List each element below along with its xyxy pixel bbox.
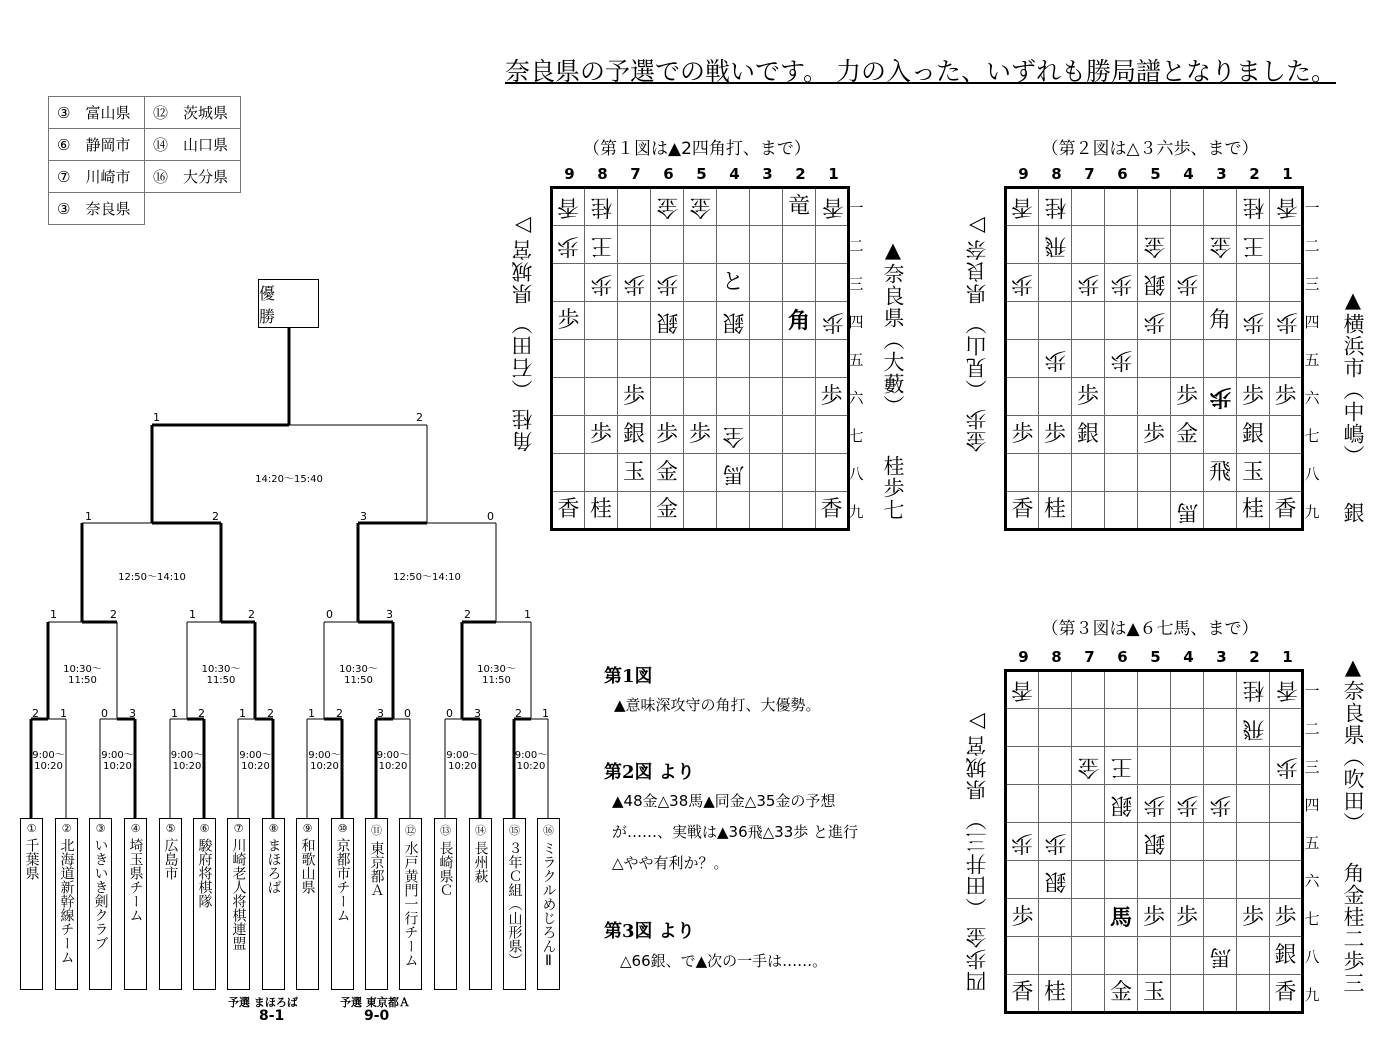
board-square: 歩 bbox=[1138, 785, 1171, 823]
board-square: 桂 bbox=[1237, 671, 1270, 709]
comment-fig1-text: ▲意味深攻守の角打、大優勢。 bbox=[614, 696, 821, 714]
board1-row-numbers: 一 二 三 四 五 六 七 八 九 bbox=[848, 199, 864, 521]
team-name: 北海道新幹線チーム bbox=[58, 838, 75, 964]
board-square: 桂 bbox=[585, 188, 618, 226]
prelim-label-2: 予選 東京都Ａ bbox=[340, 996, 410, 1009]
board-square: 銀 bbox=[717, 302, 750, 340]
team-name: いきいき剣クラブ bbox=[92, 838, 109, 950]
board-square: 歩 bbox=[552, 302, 585, 340]
score: 2 bbox=[416, 411, 423, 424]
board-square: 歩 bbox=[1204, 785, 1237, 823]
board-square: 歩 bbox=[651, 264, 684, 302]
team-number: ⑧ bbox=[268, 822, 279, 835]
team-number: ① bbox=[26, 822, 37, 835]
board-square: 桂 bbox=[1039, 188, 1072, 226]
board-square: 銀 bbox=[651, 302, 684, 340]
board-square: 銀 bbox=[1072, 416, 1105, 454]
board-square: 王 bbox=[1237, 226, 1270, 264]
board-square: 桂 bbox=[1237, 188, 1270, 226]
board3-caption: （第３図は▲６七馬、まで） bbox=[1041, 619, 1259, 639]
quarterfinal-time: 10:30～ 11:50 bbox=[63, 664, 102, 686]
board-square: 歩 bbox=[1105, 264, 1138, 302]
board-square: 飛 bbox=[1204, 454, 1237, 492]
team-name: 駿府将棋隊 bbox=[196, 838, 213, 908]
team-number: ⑤ bbox=[165, 822, 176, 835]
board-square: 桂 bbox=[585, 492, 618, 530]
board-square: 香 bbox=[1006, 671, 1039, 709]
pref-cell: ⑯ 大分県 bbox=[145, 161, 241, 193]
board-square: 金 bbox=[1204, 226, 1237, 264]
board-square: 歩 bbox=[618, 378, 651, 416]
team-number: ⑬ bbox=[440, 824, 451, 837]
score: 2 bbox=[464, 608, 471, 621]
board-square: 香 bbox=[1270, 975, 1303, 1013]
score: 3 bbox=[474, 707, 481, 720]
team-box bbox=[434, 818, 457, 990]
board-square: 飛 bbox=[1237, 709, 1270, 747]
board-square: 歩 bbox=[585, 264, 618, 302]
team-number: ⑦ bbox=[233, 822, 244, 835]
team-box bbox=[365, 818, 388, 990]
comment-fig2-line: ▲48金△38馬▲同金△35金の予想 bbox=[612, 792, 836, 810]
score: 2 bbox=[267, 707, 274, 720]
team-number: ⑫ bbox=[405, 824, 416, 837]
score: 2 bbox=[110, 608, 117, 621]
team-number: ⑪ bbox=[371, 824, 382, 837]
board-square: 歩 bbox=[1270, 747, 1303, 785]
board1-sente-label: ▲奈良県（大藪） bbox=[881, 238, 905, 417]
board2-sente-label: ▲横浜市（中嶋） bbox=[1341, 288, 1365, 467]
board-square: 香 bbox=[816, 492, 849, 530]
board-square: 香 bbox=[1006, 975, 1039, 1013]
score: 1 bbox=[85, 510, 92, 523]
board-square: 歩 bbox=[1039, 823, 1072, 861]
board-square: 歩 bbox=[1072, 378, 1105, 416]
round1-time: 9:00～ 10:20 bbox=[32, 750, 65, 772]
team-box bbox=[89, 818, 112, 990]
pref-cell: ⑫ 茨城県 bbox=[145, 97, 241, 129]
board-square: 玉 bbox=[1237, 454, 1270, 492]
final-time: 14:20～15:40 bbox=[255, 474, 323, 485]
board-square: 香 bbox=[552, 492, 585, 530]
board-square: 歩 bbox=[1039, 340, 1072, 378]
team-name: 水戸黄門一行チーム bbox=[402, 841, 419, 967]
board-square: 飛 bbox=[1039, 226, 1072, 264]
team-box bbox=[469, 818, 492, 990]
board-square: 歩 bbox=[1270, 378, 1303, 416]
team-number: ③ bbox=[95, 822, 106, 835]
board-square: 馬 bbox=[1204, 937, 1237, 975]
board-square: 金 bbox=[651, 188, 684, 226]
board-square: 金 bbox=[651, 492, 684, 530]
board-square: 竜 bbox=[783, 188, 816, 226]
comment-fig2-title: 第2図 より bbox=[604, 762, 695, 783]
board2-gote-label: 金歩 （見山） 県良奈▷ bbox=[965, 213, 989, 452]
board-square: 王 bbox=[585, 226, 618, 264]
score: 0 bbox=[487, 510, 494, 523]
round1-time: 9:00～ 10:20 bbox=[101, 750, 134, 772]
round1-time: 9:00～ 10:20 bbox=[446, 750, 479, 772]
board-square: と bbox=[717, 264, 750, 302]
score: 0 bbox=[446, 707, 453, 720]
board-square: 歩 bbox=[1171, 899, 1204, 937]
board-square: 角 bbox=[783, 302, 816, 340]
team-name: 埼玉県チーム bbox=[127, 838, 144, 922]
board-square: 桂 bbox=[1039, 492, 1072, 530]
prelim-score-1: 8-1 bbox=[259, 1008, 285, 1024]
board3-row-numbers: 一 二 三 四 五 六 七 八 九 bbox=[1304, 682, 1320, 1004]
board-square: 歩 bbox=[1138, 899, 1171, 937]
team-name: 東京都Ａ bbox=[368, 841, 385, 897]
team-name: 長州萩 bbox=[472, 841, 489, 883]
quarterfinal-time: 10:30～ 11:50 bbox=[201, 664, 241, 686]
board-square: 金 bbox=[651, 454, 684, 492]
team-box bbox=[55, 818, 78, 990]
board-square: 歩 bbox=[1171, 785, 1204, 823]
score: 0 bbox=[404, 707, 411, 720]
board-square: 歩 bbox=[816, 302, 849, 340]
board-square: 銀 bbox=[1138, 823, 1171, 861]
board-square: 金 bbox=[1171, 416, 1204, 454]
board-square: 銀 bbox=[1270, 937, 1303, 975]
score: 2 bbox=[336, 707, 343, 720]
board-square: 馬 bbox=[1105, 899, 1138, 937]
team-box bbox=[537, 818, 560, 990]
team-number: ② bbox=[61, 822, 72, 835]
board-square: 角 bbox=[1204, 302, 1237, 340]
pref-cell: ③ 富山県 bbox=[49, 97, 145, 129]
board-square: 歩 bbox=[1237, 302, 1270, 340]
team-number: ⑥ bbox=[199, 822, 210, 835]
headline: 奈良県の予選での戦いです。 力の入った、いずれも勝局譜となりました。 bbox=[505, 57, 1336, 86]
board-square: 歩 bbox=[1237, 378, 1270, 416]
team-box bbox=[331, 818, 354, 990]
team-box bbox=[193, 818, 216, 990]
team-number: ⑭ bbox=[475, 824, 486, 837]
board-square: 玉 bbox=[1138, 975, 1171, 1013]
score: 1 bbox=[60, 707, 67, 720]
score: 1 bbox=[153, 411, 160, 424]
board2-caption: （第２図は△３六歩、まで） bbox=[1041, 139, 1259, 159]
board-square: 歩 bbox=[1006, 264, 1039, 302]
board-square: 歩 bbox=[1072, 264, 1105, 302]
score: 3 bbox=[377, 707, 384, 720]
team-name: ３年Ｃ組（山形県） bbox=[506, 841, 523, 967]
board-square: 歩 bbox=[1204, 378, 1237, 416]
board-square: 歩 bbox=[1039, 416, 1072, 454]
score: 3 bbox=[386, 608, 393, 621]
score: 1 bbox=[239, 707, 246, 720]
semi-time-left: 12:50～14:10 bbox=[118, 572, 186, 583]
board3-gote-label: 四歩金 （田井三） 県城宮▷ bbox=[965, 709, 989, 992]
board-square: 金 bbox=[1138, 226, 1171, 264]
round1-time: 9:00～ 10:20 bbox=[376, 750, 410, 772]
team-number: ⑩ bbox=[337, 822, 348, 835]
board-square: 香 bbox=[1006, 492, 1039, 530]
board-square: 香 bbox=[1270, 492, 1303, 530]
team-box bbox=[503, 818, 526, 990]
board-square: 馬 bbox=[1171, 492, 1204, 530]
board1-sente-hand: 桂歩七 bbox=[881, 455, 905, 521]
score: 2 bbox=[248, 608, 255, 621]
team-number: ④ bbox=[130, 822, 141, 835]
score: 1 bbox=[524, 608, 531, 621]
team-box bbox=[227, 818, 250, 990]
board-square: 香 bbox=[816, 188, 849, 226]
team-name: 千葉県 bbox=[23, 838, 40, 880]
board-square: 桂 bbox=[1237, 492, 1270, 530]
board3-sente-hand: 角金桂二歩三 bbox=[1341, 862, 1365, 994]
board-square: 銀 bbox=[1105, 785, 1138, 823]
board-square: 歩 bbox=[1237, 899, 1270, 937]
board-square: 馬 bbox=[717, 454, 750, 492]
board-square: 歩 bbox=[1270, 302, 1303, 340]
pref-cell: ⑭ 山口県 bbox=[145, 129, 241, 161]
semi-time-right: 12:50～14:10 bbox=[393, 572, 461, 583]
team-name: ミラクルめじろんⅡ bbox=[540, 841, 557, 969]
round1-time: 9:00～ 10:20 bbox=[308, 750, 341, 772]
board-square: 歩 bbox=[1105, 340, 1138, 378]
score: 1 bbox=[189, 608, 196, 621]
board-square: 金 bbox=[1072, 747, 1105, 785]
team-box bbox=[124, 818, 147, 990]
round1-time: 9:00～ 10:20 bbox=[514, 750, 548, 772]
board-square: 桂 bbox=[1039, 975, 1072, 1013]
team-box bbox=[399, 818, 422, 990]
team-box bbox=[296, 818, 319, 990]
pref-cell: ⑦ 川崎市 bbox=[49, 161, 145, 193]
team-box bbox=[20, 818, 43, 990]
board-square: 銀 bbox=[1237, 416, 1270, 454]
board1-col-numbers: 9 8 7 6 5 4 3 2 1 bbox=[564, 165, 839, 183]
score: 2 bbox=[198, 707, 205, 720]
board1-gote-label: 角桂 （石田） 県城宮▷ bbox=[511, 213, 535, 452]
quarterfinal-time: 10:30～ 11:50 bbox=[339, 664, 378, 686]
quarterfinal-time: 10:30～ 11:50 bbox=[477, 664, 516, 686]
score: 0 bbox=[326, 608, 333, 621]
board-square: 銀 bbox=[618, 416, 651, 454]
team-number: ⑯ bbox=[543, 824, 554, 837]
board-square: 金 bbox=[1105, 975, 1138, 1013]
board-square: 歩 bbox=[585, 416, 618, 454]
board-square: 歩 bbox=[618, 264, 651, 302]
board1-caption: （第１図は▲2四角打、まで） bbox=[583, 139, 811, 159]
champion-box: 優 勝 bbox=[258, 279, 319, 328]
comment-fig3-text: △66銀、で▲次の一手は……。 bbox=[620, 952, 828, 970]
board2-sente-hand: 銀 bbox=[1341, 502, 1365, 524]
board-square: 歩 bbox=[552, 226, 585, 264]
board-square: 歩 bbox=[816, 378, 849, 416]
board-square: 歩 bbox=[651, 416, 684, 454]
score: 3 bbox=[129, 707, 136, 720]
score: 2 bbox=[32, 707, 39, 720]
board-square: 金 bbox=[684, 188, 717, 226]
board-square: 歩 bbox=[1138, 416, 1171, 454]
score: 1 bbox=[542, 707, 549, 720]
score: 2 bbox=[515, 707, 522, 720]
board-square: 歩 bbox=[1171, 378, 1204, 416]
board-square: 歩 bbox=[1270, 899, 1303, 937]
score: 1 bbox=[171, 707, 178, 720]
board-square: 歩 bbox=[1006, 416, 1039, 454]
prelim-label-1: 予選 まほろば bbox=[228, 996, 298, 1009]
board3-col-numbers: 9 8 7 6 5 4 3 2 1 bbox=[1018, 648, 1293, 666]
team-name: 川崎老人将棋連盟 bbox=[230, 838, 247, 950]
board-square: 玉 bbox=[618, 454, 651, 492]
team-name: 和歌山県 bbox=[299, 838, 316, 894]
board-square: 銀 bbox=[1039, 861, 1072, 899]
score: 2 bbox=[212, 510, 219, 523]
team-name: 京都市チーム bbox=[334, 838, 351, 922]
board-square: 歩 bbox=[1006, 899, 1039, 937]
score: 1 bbox=[50, 608, 57, 621]
comment-fig2-line: が……、実戦は▲36飛△33歩 と進行 bbox=[612, 823, 859, 841]
board-square: 香 bbox=[1270, 188, 1303, 226]
board-square: 歩 bbox=[1006, 823, 1039, 861]
board2-row-numbers: 一 二 三 四 五 六 七 八 九 bbox=[1304, 199, 1320, 521]
board-square: 香 bbox=[1270, 671, 1303, 709]
board-square: 歩 bbox=[684, 416, 717, 454]
board-square: 王 bbox=[1105, 747, 1138, 785]
team-number: ⑨ bbox=[302, 822, 313, 835]
board-square: 全 bbox=[717, 416, 750, 454]
board-square: 香 bbox=[552, 188, 585, 226]
board3-sente-label: ▲奈良県（吹田） bbox=[1341, 655, 1365, 834]
board-square: 歩 bbox=[1171, 264, 1204, 302]
board-square: 歩 bbox=[1138, 302, 1171, 340]
round1-time: 9:00～ 10:20 bbox=[170, 750, 204, 772]
score: 0 bbox=[101, 707, 108, 720]
score: 3 bbox=[360, 510, 367, 523]
prelim-score-2: 9-0 bbox=[364, 1008, 390, 1024]
pref-cell: ⑥ 静岡市 bbox=[49, 129, 145, 161]
team-number: ⑮ bbox=[509, 824, 520, 837]
comment-fig2-line: △やや有利か？。 bbox=[612, 854, 729, 872]
team-name: 広島市 bbox=[162, 838, 179, 880]
board-square: 銀 bbox=[1138, 264, 1171, 302]
comment-fig3-title: 第3図 より bbox=[604, 921, 695, 942]
team-name: まほろば bbox=[265, 838, 282, 894]
score: 1 bbox=[308, 707, 315, 720]
board2-col-numbers: 9 8 7 6 5 4 3 2 1 bbox=[1018, 165, 1293, 183]
pref-cell: ③ 奈良県 bbox=[49, 193, 145, 225]
team-box bbox=[159, 818, 182, 990]
team-box bbox=[262, 818, 285, 990]
comment-fig1-title: 第1図 bbox=[604, 666, 653, 687]
round1-time: 9:00～ 10:20 bbox=[239, 750, 272, 772]
board-square: 香 bbox=[1006, 188, 1039, 226]
team-name: 長崎県Ｃ bbox=[437, 841, 454, 897]
